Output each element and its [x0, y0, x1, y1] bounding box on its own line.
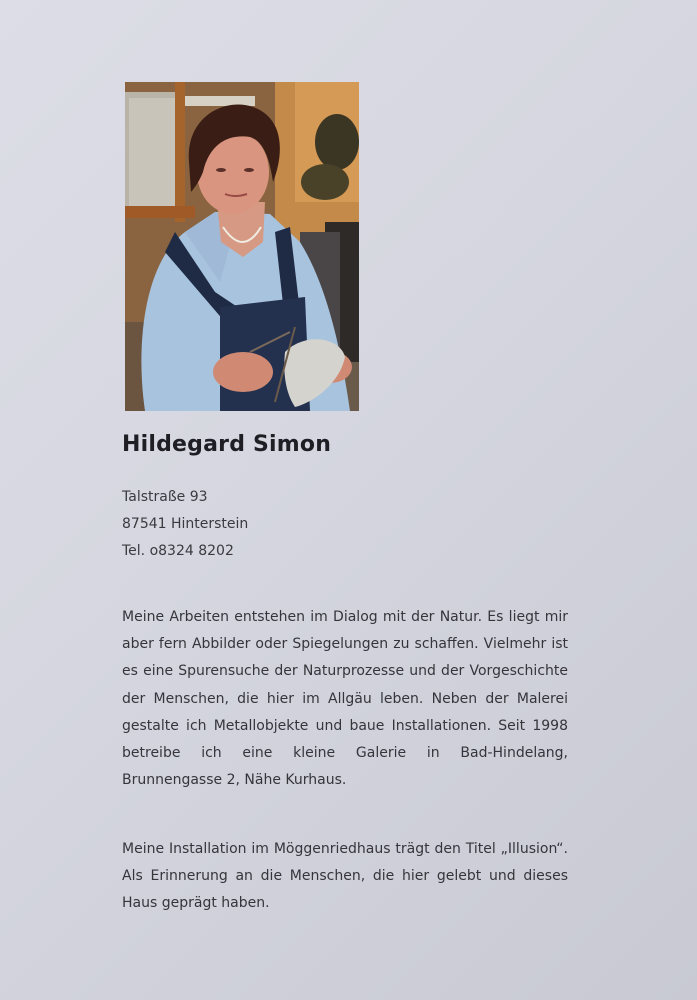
- postal-city: 87541 Hinterstein: [122, 516, 249, 532]
- address-block: [122, 484, 248, 565]
- street-address: Talstraße 93: [122, 489, 208, 505]
- phone-number: Tel. o8324 8202: [122, 543, 234, 559]
- biography-paragraph: Meine Arbeiten entstehen im Dialog mit der Natur. Es liegt mir aber fern Abbilder oder Spiegelungen zu schaffen. Vielmehr ist es eine Spurensuche der Naturprozesse und der Vorgeschichte der Menschen, die hier im Allgäu leben. Neben der Malerei gestalte ich Metallobjekte und baue Installationen. Seit 1998 betreibe ich eine kleine Galerie in Bad-Hindelang, Brunnengasse 2, Nähe Kurhaus.: [122, 609, 568, 789]
- installation-paragraph: Meine Installation im Möggenriedhaus trägt den Titel „Illusion“. Als Erinnerung an die Menschen, die hier gelebt und dieses Haus geprägt haben.: [122, 841, 568, 912]
- portrait-photo: [125, 82, 359, 411]
- person-name: Hildegard Simon: [122, 432, 332, 457]
